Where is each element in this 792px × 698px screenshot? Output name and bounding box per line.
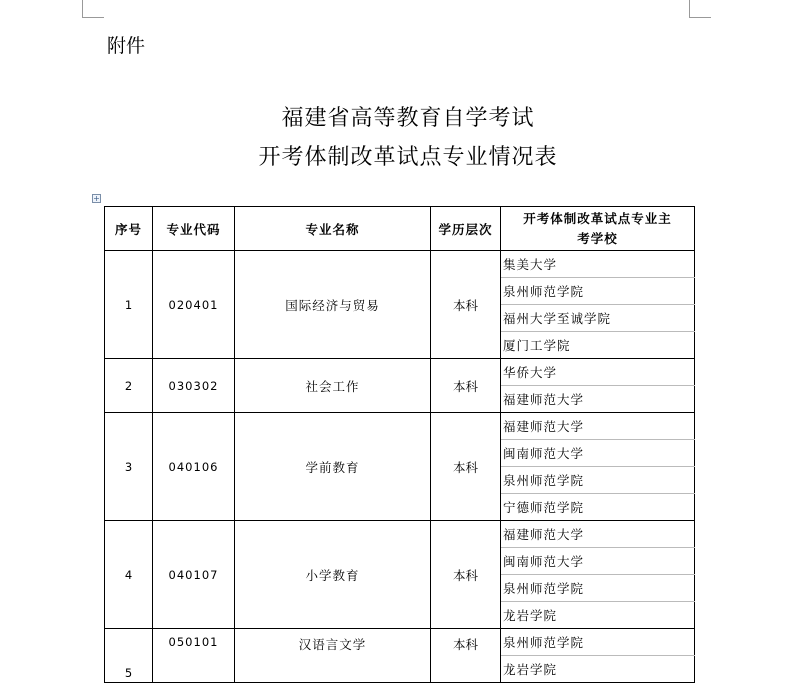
majors-table: [104, 206, 695, 683]
row-school: 福建师范大学: [501, 521, 695, 548]
row-index: 1: [105, 251, 153, 359]
crop-mark-left-vertical: [82, 0, 83, 18]
row-school: 福州大学至诚学院: [501, 305, 695, 332]
row-level: 本科: [431, 413, 501, 521]
row-school: 泉州师范学院: [501, 575, 695, 602]
row-code: 040107: [153, 521, 235, 629]
row-level: 本科: [431, 521, 501, 629]
row-index: 3: [105, 413, 153, 521]
table-header-row: [105, 207, 695, 251]
row-level: 本科: [431, 629, 501, 683]
row-major-name: 社会工作: [235, 359, 431, 413]
row-index: 4: [105, 521, 153, 629]
table-row: [105, 629, 695, 656]
table-row: [105, 521, 695, 548]
row-major-name: 学前教育: [235, 413, 431, 521]
table-row: [105, 413, 695, 440]
row-major-name: 国际经济与贸易: [235, 251, 431, 359]
attachment-label: 附件: [107, 35, 146, 57]
row-major-name: 小学教育: [235, 521, 431, 629]
row-school: 闽南师范大学: [501, 440, 695, 467]
row-school: 福建师范大学: [501, 413, 695, 440]
row-major-name: 汉语言文学: [235, 629, 431, 683]
crop-mark-right-vertical: [689, 0, 690, 18]
row-school: 宁德师范学院: [501, 494, 695, 521]
row-code: 030302: [153, 359, 235, 413]
row-school: 闽南师范大学: [501, 548, 695, 575]
table-move-handle-icon[interactable]: +: [93, 194, 100, 203]
header-index: 序号: [105, 207, 153, 251]
row-level: 本科: [431, 251, 501, 359]
row-school: 福建师范大学: [501, 386, 695, 413]
crop-mark-left-horizontal: [82, 17, 104, 18]
row-school: 泉州师范学院: [501, 629, 695, 656]
row-code: 050101: [153, 629, 235, 683]
row-school: 集美大学: [501, 251, 695, 278]
header-code: 专业代码: [153, 207, 235, 251]
crop-mark-right-horizontal: [689, 17, 711, 18]
header-schools: 开考体制改革试点专业主考学校: [501, 207, 695, 251]
row-index: 2: [105, 359, 153, 413]
row-school: 泉州师范学院: [501, 467, 695, 494]
row-index: 5: [105, 629, 153, 683]
row-school: 华侨大学: [501, 359, 695, 386]
table-row: [105, 359, 695, 386]
table-row: [105, 251, 695, 278]
row-code: 040106: [153, 413, 235, 521]
header-level: 学历层次: [431, 207, 501, 251]
document-title-line1: 福建省高等教育自学考试: [281, 106, 535, 131]
row-level: 本科: [431, 359, 501, 413]
row-school: 厦门工学院: [501, 332, 695, 359]
header-name: 专业名称: [235, 207, 431, 251]
row-school: 龙岩学院: [501, 602, 695, 629]
document-title-line2: 开考体制改革试点专业情况表: [258, 145, 558, 170]
row-school: 龙岩学院: [501, 656, 695, 683]
row-school: 泉州师范学院: [501, 278, 695, 305]
row-code: 020401: [153, 251, 235, 359]
